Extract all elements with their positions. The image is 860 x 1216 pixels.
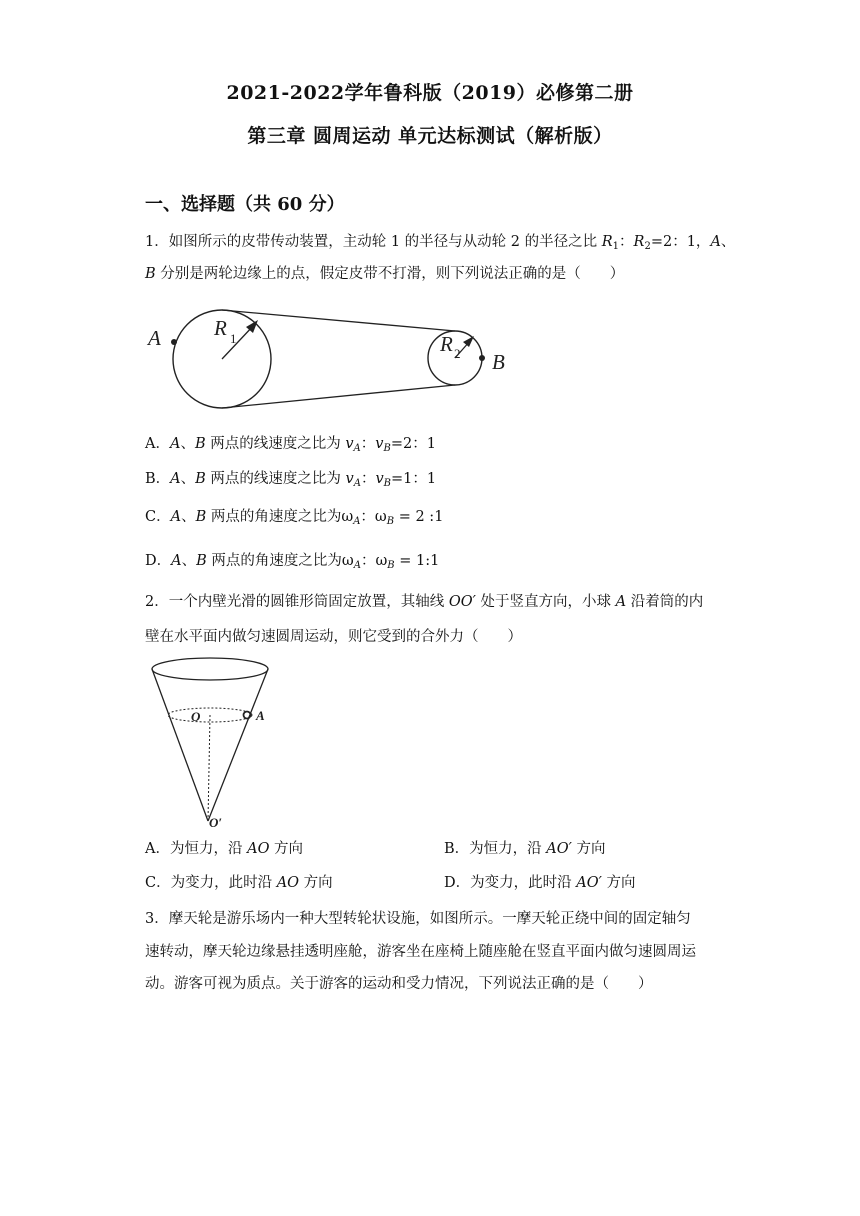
radius-r1-label: R <box>214 316 227 340</box>
q1-option-c: C．A、B 两点的角速度之比为$\omega_A$：$\omega_B = 2$ :1 <box>145 509 444 527</box>
q3-stem-line1: 3．摩天轮是游乐场内一种大型转轮状设施，如图所示。一摩天轮正绕中间的固定轴匀 <box>145 911 691 927</box>
q1-belt-pulley-figure <box>140 298 520 420</box>
point-a-dot <box>171 339 177 345</box>
point-b-label: B <box>492 350 505 374</box>
radius-r2-arrowhead <box>463 336 474 347</box>
q2-cone-figure <box>145 655 285 830</box>
q2-option-c: C．为变力，此时沿 AO 方向 <box>145 875 333 891</box>
radius-r2-sub: 2 <box>454 346 461 361</box>
q2-stem-line2: 壁在水平面内做匀速圆周运动，则它受到的合外力（ ） <box>145 629 522 645</box>
q2-stem-line1: 2．一个内壁光滑的圆锥形筒固定放置，其轴线 OO′ 处于竖直方向，小球 A 沿着筒的内 <box>145 594 704 610</box>
label-o-prime: O′ <box>209 815 223 830</box>
doc-title-line1: 2021-2022学年鲁科版（2019）必修第二册 <box>226 82 634 104</box>
section-heading: 一、选择题（共 60 分） <box>145 194 345 215</box>
q3-stem-line3: 动。游客可视为质点。关于游客的运动和受力情况，下列说法正确的是（ ） <box>145 976 653 992</box>
cone-left-edge <box>152 669 208 821</box>
radius-r1-sub: 1 <box>230 331 237 346</box>
point-b-dot <box>479 355 485 361</box>
q2-option-b: B．为恒力，沿 AO′ 方向 <box>444 841 606 857</box>
belt-bottom-line <box>222 385 455 408</box>
label-o: O <box>191 709 201 724</box>
cone-rim-ellipse <box>152 658 268 680</box>
label-a: A <box>256 708 265 723</box>
q1-stem-line1: 1．如图所示的皮带传动装置，主动轮 1 的半径与从动轮 2 的半径之比 $R_1$：$R_2=2$：1，A、 <box>145 234 736 252</box>
q2-option-a: A．为恒力，沿 AO 方向 <box>145 841 304 857</box>
q1-option-a: A．A、B 两点的线速度之比为 $v_A$：$v_B=2$：1 <box>145 436 436 454</box>
cone-axis-dotted <box>208 715 210 821</box>
point-a-label: A <box>148 326 161 350</box>
q2-option-d: D．为变力，此时沿 AO′ 方向 <box>444 875 636 891</box>
belt-top-line <box>222 310 455 331</box>
doc-title-line2: 第三章 圆周运动 单元达标测试（解析版） <box>247 125 613 147</box>
cone-right-edge <box>208 669 268 821</box>
radius-r2-label: R <box>440 332 453 356</box>
q1-option-d: D．A、B 两点的角速度之比为$\omega_A$：$\omega_B$ = 1:1 <box>145 553 440 571</box>
q3-stem-line2: 速转动，摩天轮边缘悬挂透明座舱，游客坐在座椅上随座舱在竖直平面内做匀速圆周运 <box>145 944 696 960</box>
q1-stem-line2: B 分别是两轮边缘上的点，假定皮带不打滑，则下列说法正确的是（ ） <box>145 266 625 282</box>
q1-option-b: B．A、B 两点的线速度之比为 $v_A$：$v_B=1$：1 <box>145 471 437 489</box>
